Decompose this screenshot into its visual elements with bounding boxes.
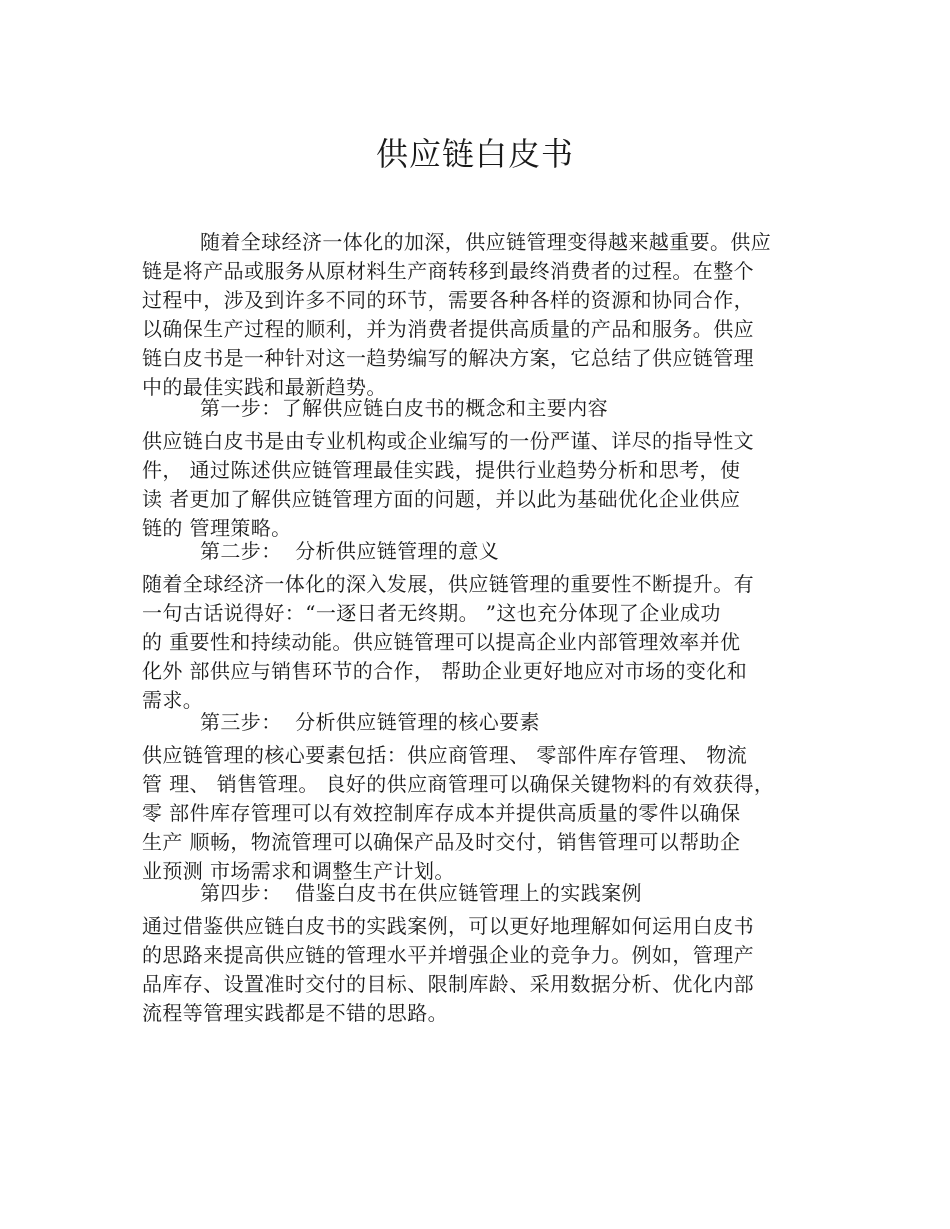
- paragraph-line: 需求。: [142, 688, 204, 712]
- paragraph-line: 生产 顺畅，物流管理可以确保产品及时交付，销售管理可以帮助企: [142, 830, 741, 854]
- paragraph-line: 的思路来提高供应链的管理水平并增强企业的竞争力。例如，管理产: [142, 943, 754, 967]
- paragraph-line: 供应链白皮书是由专业机构或企业编写的一份严谨、详尽的指导性文: [142, 429, 754, 453]
- document-title: 供应链白皮书: [375, 135, 574, 173]
- paragraph-line: 管 理、 销售管理。 良好的供应商管理可以确保关键物料的有效获得，: [142, 772, 775, 796]
- paragraph-line: 件， 通过陈述供应链管理最佳实践，提供行业趋势分析和思考，使: [142, 458, 741, 482]
- paragraph-line: 读 者更加了解供应链管理方面的问题，并以此为基础优化企业供应: [142, 487, 741, 511]
- paragraph-line: 流程等管理实践都是不错的思路。: [142, 1001, 448, 1025]
- paragraph-line: 以确保生产过程的顺利，并为消费者提供高质量的产品和服务。供应: [142, 317, 754, 341]
- paragraph-line: 一句古话说得好：“一逐日者无终期。 ”这也充分体现了企业成功: [142, 601, 721, 625]
- paragraph-line: 零 部件库存管理可以有效控制库存成本并提供高质量的零件以确保: [142, 801, 741, 825]
- step4-heading: 第四步： 借鉴白皮书在供应链管理上的实践案例: [200, 881, 642, 905]
- paragraph-line: 的 重要性和持续动能。供应链管理可以提高企业内部管理效率并优: [142, 630, 741, 654]
- step2-paragraph: [142, 570, 810, 715]
- paragraph-line: 品库存、设置准时交付的目标、限制库龄、采用数据分析、优化内部: [142, 972, 754, 996]
- paragraph-line: 中的最佳实践和最新趋势。: [142, 375, 387, 399]
- step1-paragraph: [142, 427, 810, 543]
- step3-heading: 第三步： 分析供应链管理的核心要素: [200, 710, 540, 734]
- paragraph-line: 通过借鉴供应链白皮书的实践案例，可以更好地理解如何运用白皮书: [142, 914, 754, 938]
- paragraph-line: 链白皮书是一种针对这一趋势编写的解决方案，它总结了供应链管理: [142, 346, 754, 370]
- step1-heading: 第一步：了解供应链白皮书的概念和主要内容: [200, 396, 608, 420]
- step4-paragraph: [142, 912, 810, 1028]
- paragraph-line: 化外 部供应与销售环节的合作， 帮助企业更好地应对市场的变化和: [142, 659, 748, 683]
- paragraph-line: 业预测 市场需求和调整生产计划。: [142, 859, 455, 883]
- step2-heading: 第二步： 分析供应链管理的意义: [200, 539, 500, 563]
- paragraph-line: 随着全球经济一体化的深入发展，供应链管理的重要性不断提升。有: [142, 572, 754, 596]
- paragraph-line: 供应链管理的核心要素包括：供应商管理、 零部件库存管理、 物流: [142, 743, 748, 767]
- step3-paragraph: [142, 741, 810, 886]
- paragraph-line: 随着全球经济一体化的加深，供应链管理变得越来越重要。供应: [200, 230, 772, 254]
- paragraph-line: 链是将产品或服务从原材料生产商转移到最终消费者的过程。在整个: [142, 259, 754, 283]
- paragraph-line: 过程中，涉及到许多不同的环节，需要各种各样的资源和协同合作，: [142, 288, 754, 312]
- intro-paragraph: [142, 228, 810, 402]
- paragraph-line: 链的 管理策略。: [142, 516, 292, 540]
